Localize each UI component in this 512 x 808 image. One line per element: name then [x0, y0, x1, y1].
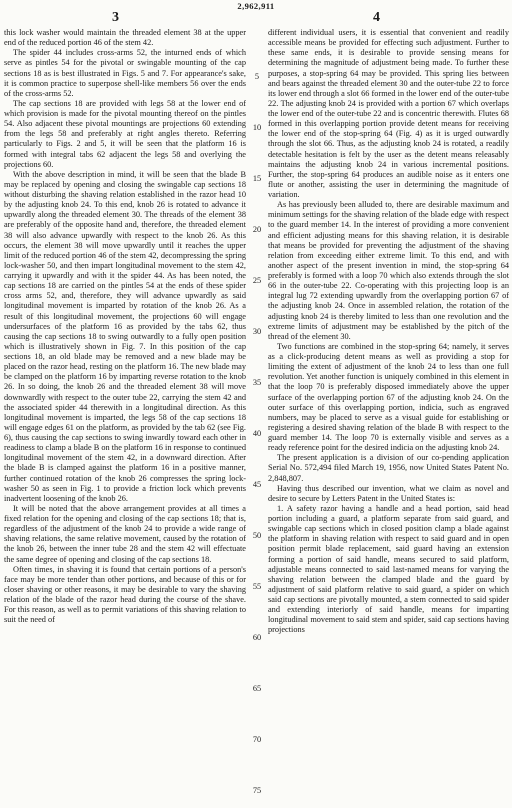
line-number: 60: [252, 633, 262, 642]
paragraph: As has previously been alluded to, there are desirable maximum and minimum settings for the shaving relation of the blade edge with respect to the guard member 14. In the interest of providing a more convenient and efficient adjusting means for this shaving relation, it is desirable that means be provided for preventing the adjustment of the shaving relation from exceeding either extreme limit. To this end, and with another aspect of the present invention in mind, the stop-spring 64 preferably is formed with a loop 70 which also extends through the slot 66 in the outer-tube 22. Co-operating with this projecting loop is an integral lug 72 extending upwardly from the overlapping portion 67 of the adjusting knob 24. Once in assembled relation, the rotation of the adjusting knob 24 is thereby limited to less than one revolution and the extreme limits of adjustment may be established by the pitch of the thread of the element 30.: [268, 200, 509, 341]
paragraph: different individual users, it is essential that convenient and readily accessible means be provided for effecting such adjustment. Further to these same ends, it is desirable to provide sensing means for determining the magnitude of adjustment being made. To further these purposes, a stop-spring 64 may be provided. This spring lies between and bears against the threaded element 30 and the outer-tube 22 to force its lower end through a slot 66 formed in the lower end of the outer-tube 22. The adjusting knob 24 is provided with a portion 67 which overlaps the lower end of the outer-tube 22 and is concentric therewith. Flutes 68 formed in this overlapping portion provide detent means for receiving the lower end of the stop-spring 64 (Fig. 4) as it is urged outwardly through the slot 66. Thus, as the adjusting knob 24 is rotated, a readily detectable hesitation is felt by the user as the detent means releasably maintains the adjusting knob 24 in various incremental positions. Further, the stop-spring 64 produces an audible noise as it enters one flute or another, assisting the user in determining the magnitude of variation.: [268, 28, 509, 199]
line-number: 55: [252, 582, 262, 591]
paragraph: Two functions are combined in the stop-spring 64; namely, it serves as a click-producing detent means as well as providing a stop for limiting the extent of adjustment of the knob 24 to less than one full revolution. Yet another function is uniquely combined in this element in that the loop 70 is preferably disposed immediately above the upper surface of the overlapping portion 67 of the adjusting knob 24. On the outer surface of this overlapping portion, indicia, such as engraved numbers, may be placed to serve as a visual guide for establishing or registering a desired shaving relation of the blade B with respect to the guard member 14. The loop 70 is externally visible and serves as a ready reference point for the desired indicia on the adjusting knob 24.: [268, 341, 509, 453]
line-number: 25: [252, 276, 262, 285]
claim-1: 1. A safety razor having a handle and a head portion, said head portion including a guard, a platform separate from said guard, and swingable cap sections which in closed position clamp a blade against the platform in shaving relation with respect to said guard and in open position permit blade replacement, said guard having an extension forming a portion of said handle, means secured to said platform, adjustable means connected to said last-named means for varying the shaving relation between the clamped blade and the guard by adjustment of said platform relative to said guard, a spider on which said cap sections are pivotally mounted, a stem connected to said spider and extending interiorly of said handle, means for imparting longitudinal movement to said stem and spider, said cap sections having projections: [268, 503, 509, 635]
line-number: 40: [252, 429, 262, 438]
line-number: 75: [252, 786, 262, 795]
line-number: 5: [254, 72, 260, 81]
paragraph: With the above description in mind, it will be seen that the blade B may be replaced by opening and closing the swingable cap sections 18 without disturbing the shaving relation established in the razor head 10 by the adjusting knob 24. To this end, knob 26 is rotated to advance it upwardly along the threaded element 30. The threads of the element 38 are preferably of the opposite hand and, therefore, the threaded element 38 will also advance upwardly with respect to the knob 26. As this occurs, the element 38 will move upwardly until it reaches the upper limit of the reduced portion 46 of the stem 42, decompressing the spring lock-washer 50, and then impart longitudinal movement to the stem 42, carrying it upwardly and with it the spider 44. As has been noted, the cap sections 18 are carried on the pintles 54 at the ends of these spider cross arms 52, and, therefore, they will advance upwardly as said longitudinal movement is imparted by rotation of the knob 26. As a result of this longitudinal movement, the projections 60 will engage undersurfaces of the platform 16 as provided by the tabs 62, thus causing the cap sections 18 to swing outwardly to a fully open position which is illustratively shown in Fig. 7. In this position of the cap sections 18, an old blade may be removed and a new blade may be placed on the razor head, resting on the platform 16. The new blade may be clamped on the platform 16 by imparting reverse rotation to the knob 26. In so doing, the knob 26 and the threaded element 38 will move downwardly with respect to the outer tube 22, carrying the stem 42 and the associated spider 44 therewith in a longitudinal direction. As this longitudinal movement is imparted, the legs 58 of the cap sections 18 will engage edges 61 on the platform, as provided by the tab 62 (see Fig. 6), thus causing the cap sections to swing inwardly toward each other in readiness to clamp a blade B on the platform 16 in response to continued longitudinal movement of the stem 42, in a downward direction. After the blade B is clamped against the platform 16 in a positive manner, further continued rotation of the knob 26 compresses the spring lock-washer 50 as seen in Fig. 1 to provide a friction lock which prevents inadvertent loosening of the knob 26.: [4, 169, 246, 503]
left-column-number: 3: [112, 10, 119, 25]
line-number: 15: [252, 174, 262, 183]
line-number: 70: [252, 735, 262, 744]
paragraph: Often times, in shaving it is found that certain portions of a person's face may be more tender than other portions, and because of this or for closer shaving or other reasons, it may be desirable to vary the shaving relation of the blade of the razor head during the course of the shave. For this reason, as well as to permit variations of this shaving relation to suit the need of: [4, 564, 246, 625]
line-number: 30: [252, 327, 262, 336]
paragraph: The spider 44 includes cross-arms 52, the inturned ends of which serve as pintles 54 for the pivotal or swingable mounting of the cap sections 18 as is best illustrated in Figs. 5 and 7. For appearance's sake, it is common practice to superpose shell-like members 56 over the ends of the cross-arms 52.: [4, 48, 246, 98]
paragraph: this lock washer would maintain the threaded element 38 at the upper end of the reduced portion 46 of the stem 42.: [4, 28, 246, 48]
paragraph: The present application is a division of our co-pending application Serial No. 572,494 filed March 19, 1956, now United States Patent No. 2,848,807.: [268, 453, 509, 483]
right-text-column: [268, 28, 509, 804]
line-number: 50: [252, 531, 262, 540]
patent-number: 2,962,911: [237, 1, 275, 11]
paragraph: It will be noted that the above arrangement provides at all times a fixed relation for the opening and closing of the cap sections 18; that is, regardless of the adjustment of the knob 24 to provide a wide range of shaving relations, the same relative movement, caused by the rotation of the knob 26, between the inner tube 28 and the stem 42 will effectuate the same degree of opening and closing of the cap sections 18.: [4, 503, 246, 564]
line-number: 20: [252, 225, 262, 234]
line-number: 10: [252, 123, 262, 132]
paragraph: The cap sections 18 are provided with legs 58 at the lower end of which provision is made for the pivotal mounting thereof on the pintles 54. Also adjacent these pivotal mountings are projections 60 extending from the legs 58 and preferably at right angles thereto. Referring particularly to Figs. 2 and 5, it will be seen that the platform 16 is formed with integral tabs 62 adjacent the legs 58 and overlying the projections 60.: [4, 98, 246, 169]
line-number: 45: [252, 480, 262, 489]
line-number: 35: [252, 378, 262, 387]
paragraph: Having thus described our invention, what we claim as novel and desire to secure by Letters Patent in the United States is:: [268, 483, 509, 503]
left-text-column: [4, 28, 246, 804]
right-column-number: 4: [373, 10, 380, 25]
line-number: 65: [252, 684, 262, 693]
